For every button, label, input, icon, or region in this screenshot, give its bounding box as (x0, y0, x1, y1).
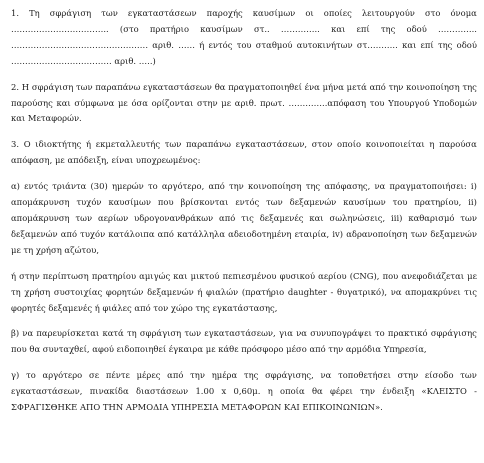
paragraph-b (11, 326, 477, 358)
text-line: τη χρήση συστοιχίας φορητών δεξαμενών ή φιαλών (πρατήριο daughter - θυγατρικό), να απομακρύνει τις (11, 286, 477, 297)
text-line: ή στην περίπτωση πρατηρίου αμιγώς και μικτού πεπιεσμένου φυσικού αερίου (CNG), που ανεφοδιάζεται με (11, 270, 477, 281)
text-line: απόφαση, με απόδειξη, είναι υποχρεωμένος: (11, 155, 201, 166)
text-line: με τη χρήση αζώτου, (11, 244, 100, 255)
text-line: 2. Η σφράγιση των παραπάνω εγκαταστάσεων θα πραγματοποιηθεί ένα μήνα μετά από την κοινοποίηση της (11, 81, 477, 92)
paragraph-c (11, 368, 477, 416)
text-line: εγκαταστάσεων, πινακίδα διαστάσεων 1.00 x 0,60μ. η οποία θα φέρει την ένδειξη «ΚΛΕΙΣΤΟ - (11, 386, 477, 397)
paragraph-2 (11, 80, 477, 128)
paragraph-1 (11, 6, 477, 70)
text-line: παρούσης και σύμφωνα με όσα ορίζονται στην με αριθ. πρωτ. …………..απόφαση του Υπουργού Υποδομών (11, 97, 477, 108)
text-line: ……………………………… αριθ. …..) (11, 55, 156, 66)
text-line: απομάκρυνση των αερίων υδρογονανθράκων από τις δεξαμενές και σωληνώσεις, iii) καθαρισμό των (11, 212, 477, 223)
text-line: που θα συνταχθεί, αφού ειδοποιηθεί έγκαιρα με κάθε πρόσφορο μέσο από την αρμόδια Υπηρεσία, (11, 344, 427, 355)
text-line: δεξαμενών από τυχόν κατάλοιπα από κατάλληλα αδειοδοτημένη εταιρία, iv) αδρανοποίηση των δεξαμενών (11, 228, 477, 239)
text-line: ΣΦΡΑΓΙΣΘΗΚΕ ΑΠΟ ΤΗΝ ΑΡΜΟΔΙΑ ΥΠΗΡΕΣΙΑ ΜΕΤΑΦΟΡΩΝ ΚΑΙ ΕΠΙΚΟΙΝΩΝΙΩΝ». (11, 402, 383, 413)
paragraph-cng (11, 269, 477, 317)
text-line: γ) το αργότερο σε πέντε μέρες από την ημέρα της σφράγισης, να τοποθετήσει στην είσοδο των (11, 370, 477, 381)
text-line: 3. Ο ιδιοκτήτης ή εκμεταλλευτής των παραπάνω εγκαταστάσεων, στον οποίο κοινοποιείται η παρούσα (11, 139, 477, 150)
text-line: …………………………….. (στο πρατήριο καυσίμων στ.. ………….. και επί της οδού ………….. (11, 23, 477, 34)
text-line: και Μεταφορών. (11, 113, 82, 124)
text-line: …………………………………………. αριθ. …… ή εντός του σταθμού αυτοκινήτων στ……….. και επί της οδού (11, 39, 477, 50)
text-line: β) να παρευρίσκεται κατά τη σφράγιση των εγκαταστάσεων, για να συνυπογράψει το πρακτικό σφράγισης (11, 328, 477, 339)
text-line: φορητές δεξαμενές ή φιάλες από τον χώρο της εγκατάστασης, (11, 302, 278, 313)
paragraph-a (11, 179, 477, 259)
text-line: απομάκρυνση τυχόν καυσίμων που βρίσκονται εντός των δεξαμενών καυσίμων του πρατηρίου, ii) (11, 197, 477, 208)
text-line: α) εντός τριάντα (30) ημερών το αργότερο, από την κοινοποίηση της απόφασης, να πραγματοποιήσει: i) (11, 181, 477, 192)
text-line: 1. Τη σφράγιση των εγκαταστάσεων παροχής καυσίμων οι οποίες λειτουργούν στο όνομα (11, 8, 477, 18)
paragraph-3 (11, 137, 477, 169)
